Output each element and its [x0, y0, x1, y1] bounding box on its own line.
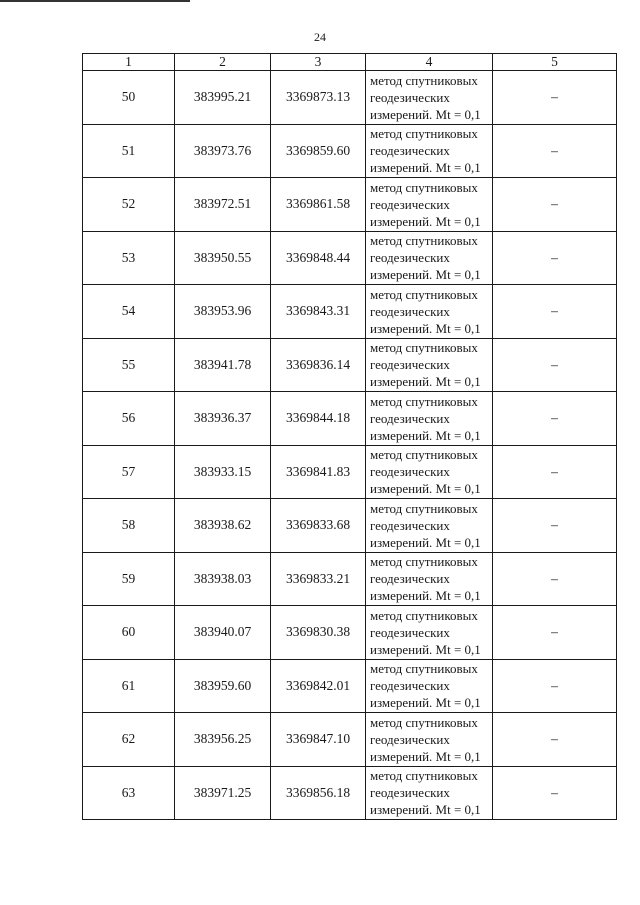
method-line: измерений. Mt = 0,1 — [370, 695, 481, 711]
method-line: метод спутниковых — [370, 72, 478, 88]
method-line: геодезических — [370, 196, 450, 212]
method-line: метод спутниковых — [370, 554, 478, 570]
point-number-cell: 63 — [83, 766, 175, 820]
method-cell — [366, 766, 493, 820]
method-line: геодезических — [370, 357, 450, 373]
method-line: геодезических — [370, 143, 450, 159]
y-coordinate-cell: 3369848.44 — [271, 231, 366, 285]
y-coordinate-cell: 3369859.60 — [271, 124, 366, 178]
point-number-cell: 50 — [83, 71, 175, 125]
note-cell: – — [493, 124, 617, 178]
y-coordinate-cell: 3369847.10 — [271, 713, 366, 767]
header-col-4: 4 — [366, 54, 493, 71]
table-row — [83, 552, 617, 606]
point-number-cell: 57 — [83, 445, 175, 499]
method-line: геодезических — [370, 410, 450, 426]
method-line: измерений. Mt = 0,1 — [370, 802, 481, 818]
x-coordinate-cell: 383995.21 — [175, 71, 271, 125]
table-row — [83, 178, 617, 232]
x-coordinate-cell: 383973.76 — [175, 124, 271, 178]
method-line: геодезических — [370, 303, 450, 319]
x-coordinate-cell: 383936.37 — [175, 392, 271, 446]
y-coordinate-cell: 3369844.18 — [271, 392, 366, 446]
method-line: измерений. Mt = 0,1 — [370, 106, 481, 122]
y-coordinate-cell: 3369843.31 — [271, 285, 366, 339]
method-cell — [366, 713, 493, 767]
point-number-cell: 54 — [83, 285, 175, 339]
method-cell — [366, 71, 493, 125]
y-coordinate-cell: 3369841.83 — [271, 445, 366, 499]
method-line: метод спутниковых — [370, 393, 478, 409]
header-col-3: 3 — [271, 54, 366, 71]
note-cell: – — [493, 606, 617, 660]
point-number-cell: 61 — [83, 659, 175, 713]
table-row — [83, 71, 617, 125]
note-cell: – — [493, 499, 617, 553]
method-line: измерений. Mt = 0,1 — [370, 267, 481, 283]
method-line: измерений. Mt = 0,1 — [370, 481, 481, 497]
note-cell: – — [493, 285, 617, 339]
x-coordinate-cell: 383956.25 — [175, 713, 271, 767]
point-number-cell: 51 — [83, 124, 175, 178]
page-number: 24 — [314, 30, 326, 44]
note-cell: – — [493, 392, 617, 446]
x-coordinate-cell: 383933.15 — [175, 445, 271, 499]
method-line: измерений. Mt = 0,1 — [370, 748, 481, 764]
y-coordinate-cell: 3369830.38 — [271, 606, 366, 660]
method-cell — [366, 338, 493, 392]
method-line: метод спутниковых — [370, 607, 478, 623]
method-cell — [366, 659, 493, 713]
table-row — [83, 445, 617, 499]
y-coordinate-cell: 3369873.13 — [271, 71, 366, 125]
method-line: метод спутниковых — [370, 340, 478, 356]
header-col-5: 5 — [493, 54, 617, 71]
note-cell: – — [493, 659, 617, 713]
top-rule — [0, 0, 190, 2]
method-line: измерений. Mt = 0,1 — [370, 427, 481, 443]
note-cell: – — [493, 445, 617, 499]
x-coordinate-cell: 383972.51 — [175, 178, 271, 232]
x-coordinate-cell: 383938.03 — [175, 552, 271, 606]
method-line: метод спутниковых — [370, 233, 478, 249]
method-cell — [366, 285, 493, 339]
header-col-1: 1 — [83, 54, 175, 71]
method-line: измерений. Mt = 0,1 — [370, 374, 481, 390]
method-line: геодезических — [370, 464, 450, 480]
method-line: измерений. Mt = 0,1 — [370, 534, 481, 550]
method-line: геодезических — [370, 624, 450, 640]
note-cell: – — [493, 71, 617, 125]
method-line: измерений. Mt = 0,1 — [370, 213, 481, 229]
point-number-cell: 55 — [83, 338, 175, 392]
y-coordinate-cell: 3369836.14 — [271, 338, 366, 392]
y-coordinate-cell: 3369833.21 — [271, 552, 366, 606]
method-line: геодезических — [370, 785, 450, 801]
table-row — [83, 124, 617, 178]
point-number-cell: 58 — [83, 499, 175, 553]
point-number-cell: 53 — [83, 231, 175, 285]
point-number-cell: 62 — [83, 713, 175, 767]
method-line: метод спутниковых — [370, 126, 478, 142]
method-line: геодезических — [370, 731, 450, 747]
table-row — [83, 713, 617, 767]
x-coordinate-cell: 383953.96 — [175, 285, 271, 339]
note-cell: – — [493, 178, 617, 232]
x-coordinate-cell: 383941.78 — [175, 338, 271, 392]
method-line: геодезических — [370, 250, 450, 266]
method-cell — [366, 392, 493, 446]
method-line: геодезических — [370, 517, 450, 533]
table-body — [83, 71, 617, 820]
y-coordinate-cell: 3369842.01 — [271, 659, 366, 713]
method-line: метод спутниковых — [370, 768, 478, 784]
method-line: метод спутниковых — [370, 286, 478, 302]
method-line: измерений. Mt = 0,1 — [370, 160, 481, 176]
note-cell: – — [493, 713, 617, 767]
method-line: метод спутниковых — [370, 179, 478, 195]
method-line: геодезических — [370, 571, 450, 587]
table-row — [83, 499, 617, 553]
coordinates-table — [82, 53, 617, 820]
y-coordinate-cell: 3369856.18 — [271, 766, 366, 820]
method-line: измерений. Mt = 0,1 — [370, 588, 481, 604]
method-line: метод спутниковых — [370, 447, 478, 463]
method-cell — [366, 552, 493, 606]
x-coordinate-cell: 383959.60 — [175, 659, 271, 713]
method-cell — [366, 606, 493, 660]
note-cell: – — [493, 338, 617, 392]
method-line: геодезических — [370, 89, 450, 105]
y-coordinate-cell: 3369833.68 — [271, 499, 366, 553]
method-line: геодезических — [370, 678, 450, 694]
y-coordinate-cell: 3369861.58 — [271, 178, 366, 232]
method-line: метод спутниковых — [370, 714, 478, 730]
x-coordinate-cell: 383971.25 — [175, 766, 271, 820]
point-number-cell: 59 — [83, 552, 175, 606]
table-row — [83, 606, 617, 660]
table-row — [83, 285, 617, 339]
method-cell — [366, 231, 493, 285]
table-row — [83, 231, 617, 285]
method-cell — [366, 499, 493, 553]
table-row — [83, 659, 617, 713]
point-number-cell: 60 — [83, 606, 175, 660]
point-number-cell: 52 — [83, 178, 175, 232]
table-row — [83, 338, 617, 392]
method-line: метод спутниковых — [370, 500, 478, 516]
note-cell: – — [493, 231, 617, 285]
x-coordinate-cell: 383938.62 — [175, 499, 271, 553]
header-col-2: 2 — [175, 54, 271, 71]
note-cell: – — [493, 552, 617, 606]
table-row — [83, 392, 617, 446]
method-cell — [366, 124, 493, 178]
method-line: измерений. Mt = 0,1 — [370, 641, 481, 657]
note-cell: – — [493, 766, 617, 820]
header-row — [83, 54, 617, 71]
method-cell — [366, 178, 493, 232]
method-line: измерений. Mt = 0,1 — [370, 320, 481, 336]
method-cell — [366, 445, 493, 499]
point-number-cell: 56 — [83, 392, 175, 446]
x-coordinate-cell: 383950.55 — [175, 231, 271, 285]
x-coordinate-cell: 383940.07 — [175, 606, 271, 660]
table-header — [83, 54, 617, 71]
table-row — [83, 766, 617, 820]
method-line: метод спутниковых — [370, 661, 478, 677]
